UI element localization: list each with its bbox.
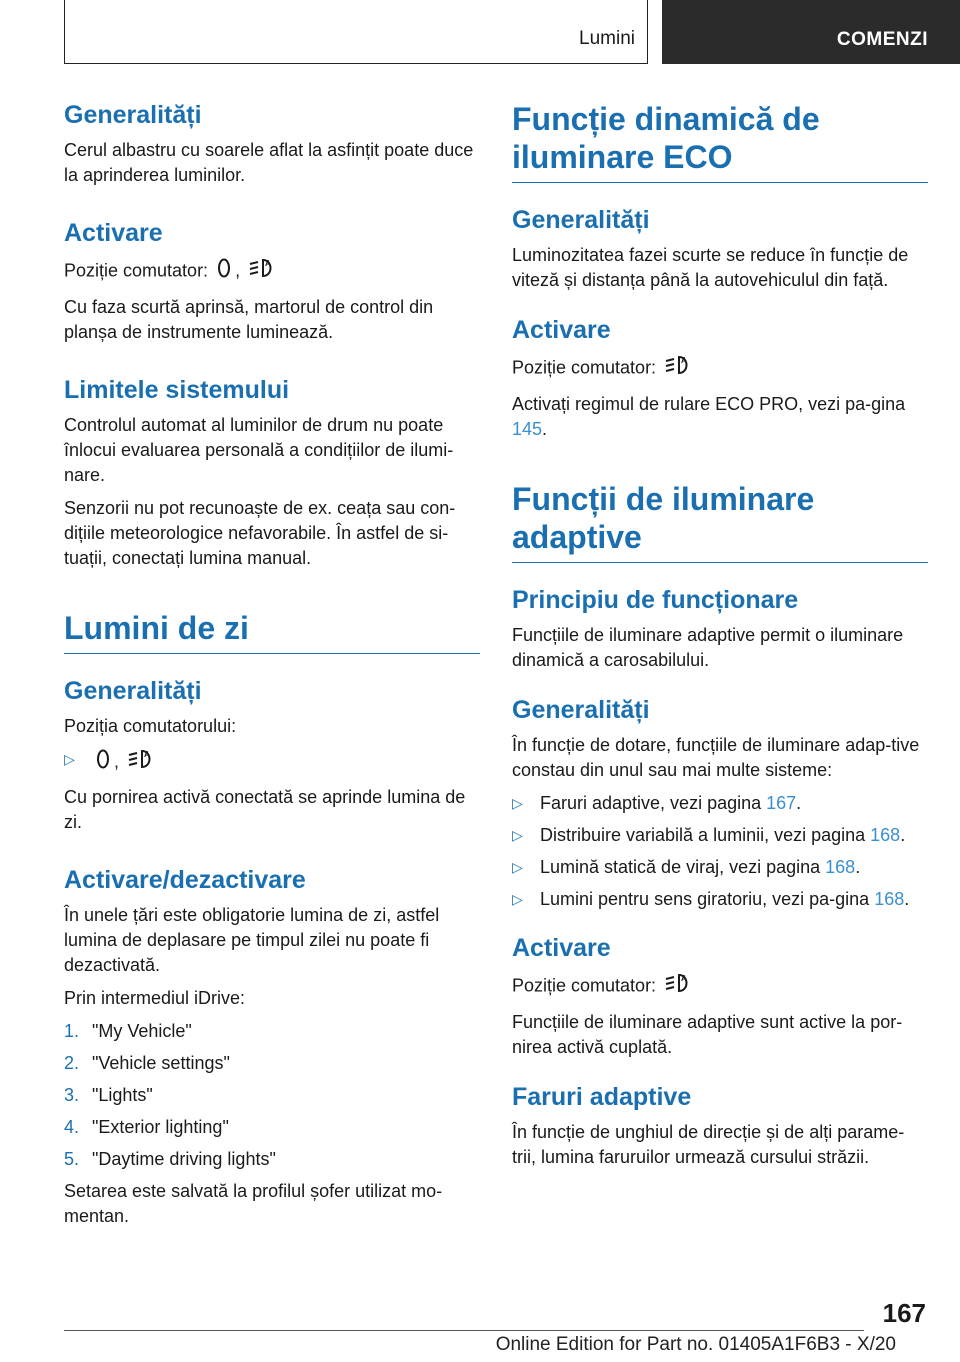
auto-headlight-icon — [665, 971, 693, 1002]
page-link[interactable]: 145 — [512, 419, 543, 439]
section-title-general: Generalități — [512, 206, 650, 234]
auto-headlight-icon — [665, 353, 693, 384]
list-item: ▷ Faruri adaptive, vezi pagina 167. — [512, 793, 802, 813]
section-title-general: Generalități — [512, 696, 650, 724]
list-item: 3. "Lights" — [64, 1085, 153, 1105]
page-link[interactable]: 168 — [870, 825, 901, 845]
list-item: ▷ Lumină statică de viraj, vezi pagina 168. — [512, 857, 861, 877]
list-item: ▷ Lumini pentru sens giratoriu, vezi pa-gina 168. — [512, 889, 910, 909]
section-title-adaptive-headlights: Faruri adaptive — [512, 1083, 692, 1111]
section-title-activation: Activare — [512, 934, 611, 962]
switch-position-list — [64, 747, 480, 778]
list-item: ▷ Distribuire variabilă a luminii, vezi pagina 168. — [512, 825, 906, 845]
svg-text:A: A — [144, 750, 150, 759]
header-section-box — [662, 0, 960, 64]
paragraph: Cu pornirea activă conectată se aprinde lumina de zi. — [64, 787, 466, 832]
paragraph: În funcție de dotare, funcțiile de iluminare adap-tive constau din unul sau mai multe sisteme: — [512, 735, 920, 780]
paragraph: Controlul automat al luminilor de drum nu poate înlocui evaluarea personală a condițiilor de ilumi-nare. — [64, 415, 454, 485]
svg-text:A: A — [681, 356, 687, 365]
svg-text:A: A — [265, 259, 271, 268]
section-title-activation-deactivation: Activare/dezactivare — [64, 866, 306, 894]
list-item: 2. "Vehicle settings" — [64, 1053, 230, 1073]
paragraph: Prin intermediul iDrive: — [64, 988, 246, 1008]
paragraph: Cu faza scurtă aprinsă, martorul de control din planșa de instrumente luminează. — [64, 297, 434, 342]
auto-headlight-icon — [249, 256, 277, 287]
paragraph: În funcție de unghiul de direcție și de alți parame-trii, lumina faruruilor urmează cursului străzii. — [512, 1122, 905, 1167]
paragraph: Luminozitatea fazei scurte se reduce în funcție de viteză și distanța până la autovehiculul din față. — [512, 245, 909, 290]
page-link[interactable]: 168 — [825, 857, 856, 877]
chapter-title-daytime-lights: Lumini de zi — [64, 609, 480, 654]
edition-text: Online Edition for Part no. 01405A1F6B3 - X/20 — [495, 1334, 896, 1355]
paragraph: Funcțiile de iluminare adaptive permit o iluminare dinamică a carosabilului. — [512, 625, 904, 670]
section-title-general: Generalități — [64, 101, 202, 129]
paragraph: Poziția comutatorului: — [64, 716, 237, 736]
chapter-title-adaptive-lighting: Funcții de iluminare adaptive — [512, 480, 928, 563]
footer-divider — [64, 1330, 864, 1331]
page-link[interactable]: 168 — [874, 889, 905, 909]
switch-position-line: Poziție comutator: , A — [64, 256, 480, 287]
page-link[interactable]: 167 — [766, 793, 797, 813]
paragraph: În unele țări este obligatorie lumina de zi, astfel lumina de deplasare pe timpul zilei nu poate fi dezactivată. — [64, 905, 440, 975]
paragraph: Cerul albastru cu soarele aflat la asfințit poate duce la aprinderea luminilor. — [64, 140, 474, 185]
list-item: 4. "Exterior lighting" — [64, 1117, 229, 1137]
paragraph: Funcțiile de iluminare adaptive sunt active la por-nirea activă cuplată. — [512, 1012, 903, 1057]
bullet-marker: ▷ — [64, 751, 75, 767]
header-title-box — [64, 0, 648, 64]
section-title-principle: Principiu de funcționare — [512, 586, 799, 614]
adaptive-systems-list — [512, 791, 928, 912]
switch-zero-icon — [96, 748, 110, 777]
svg-text:A: A — [681, 974, 687, 983]
section-title-activation: Activare — [64, 219, 163, 247]
list-item: 5. "Daytime driving lights" — [64, 1149, 276, 1169]
list-item: ▷ , A — [64, 747, 480, 778]
left-column — [64, 100, 480, 1237]
page-number: 167 — [882, 1298, 926, 1328]
right-column — [512, 100, 928, 1178]
paragraph: Activați regimul de rulare ECO PRO, vezi pa-gina 145. — [512, 394, 906, 439]
switch-zero-icon — [217, 257, 231, 286]
idrive-steps — [64, 1019, 480, 1172]
paragraph: Setarea este salvată la profilul șofer utilizat mo-mentan. — [64, 1181, 443, 1226]
list-item: 1. "My Vehicle" — [64, 1021, 192, 1041]
header-title: Lumini — [579, 28, 635, 49]
switch-position-line: Poziție comutator: A — [512, 971, 928, 1002]
switch-position-line: Poziție comutator: A — [512, 353, 928, 384]
auto-headlight-icon — [128, 747, 156, 778]
section-title-activation: Activare — [512, 316, 611, 344]
chapter-title-eco-lighting: Funcție dinamică de iluminare ECO — [512, 100, 928, 183]
header-section: COMENZI — [836, 29, 928, 50]
section-title-general: Generalități — [64, 677, 202, 705]
paragraph: Senzorii nu pot recunoaște de ex. ceața sau con-dițiile meteorologice nefavorabile. În astfel de si-tuații, conectați lumina manual. — [64, 498, 456, 568]
section-title-limits: Limitele sistemului — [64, 376, 290, 404]
